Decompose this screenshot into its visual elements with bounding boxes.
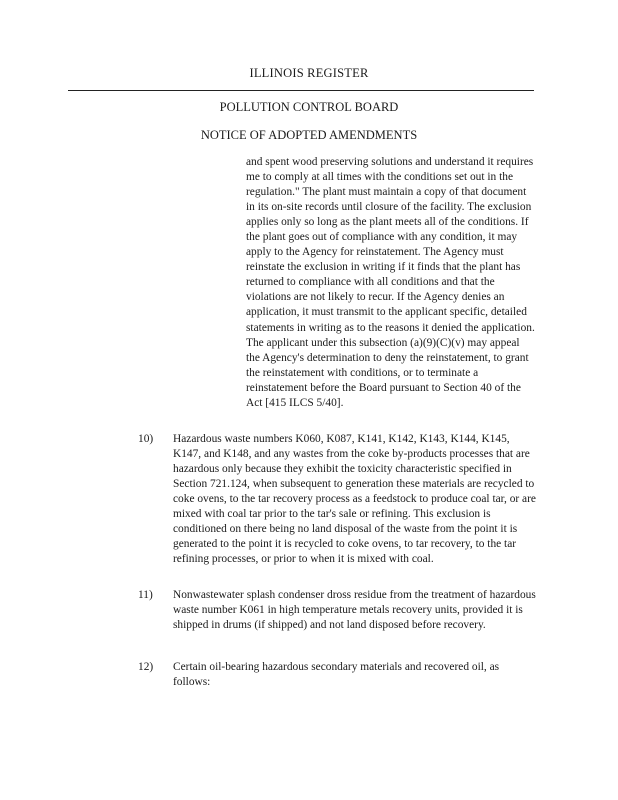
list-item (138, 588, 536, 633)
continued-paragraph: and spent wood preserving solutions and understand it requires me to comply at all times with the conditions set out in the regulation." The plant must maintain a copy of that document in its on-site records until closure of the facility. The exclusion applies only so long as the plant meets all of the conditions. If the plant goes out of compliance with any condition, it may apply to the Agency for reinstatement. The Agency must reinstate the exclusion in writing if it finds that the plant has returned to compliance with all conditions and that the violations are not likely to recur. If the Agency denies an application, it must transmit to the applicant specific, detailed statements in writing as to the reasons it denied the application. The applicant under this subsection (a)(9)(C)(v) may appeal the Agency's determination to deny the reinstatement, to grant the reinstatement with conditions, or to terminate a reinstatement before the Board pursuant to Section 40 of the Act [415 ILCS 5/40]. (246, 156, 535, 409)
item-number: 12) (138, 661, 154, 673)
item-number: 11) (138, 589, 153, 601)
item-text: Certain oil-bearing hazardous secondary materials and recovered oil, as follows: (173, 661, 500, 689)
item-text: Nonwastewater splash condenser dross residue from the treatment of hazardous waste number K061 in high temperature metals recovery units, provided it is shipped in drums (if shipped) and not land disposed before recovery. (173, 589, 536, 632)
list-item (138, 432, 536, 567)
register-title: ILLINOIS REGISTER (249, 66, 369, 80)
board-name: POLLUTION CONTROL BOARD (219, 100, 399, 114)
item-number: 10) (138, 433, 154, 445)
header-divider (68, 90, 534, 91)
list-item (138, 660, 536, 690)
notice-title: NOTICE OF ADOPTED AMENDMENTS (200, 128, 418, 142)
item-text: Hazardous waste numbers K060, K087, K141, K142, K143, K144, K145, K147, and K148, and any wastes from the coke by-products processes that are hazardous only because they exhibit the toxicity characteristic specified in Section 721.124, when subsequent to generation these materials are recycled to coke ovens, to the tar recovery process as a feedstock to produce coal tar, or are mixed with coal tar prior to the tar's sale or refining. This exclusion is conditioned on there being no land disposal of the waste from the point it is generated to the point it is recycled to coke ovens, to tar recovery, to the tar refining processes, or prior to when it is mixed with coal. (173, 433, 536, 566)
